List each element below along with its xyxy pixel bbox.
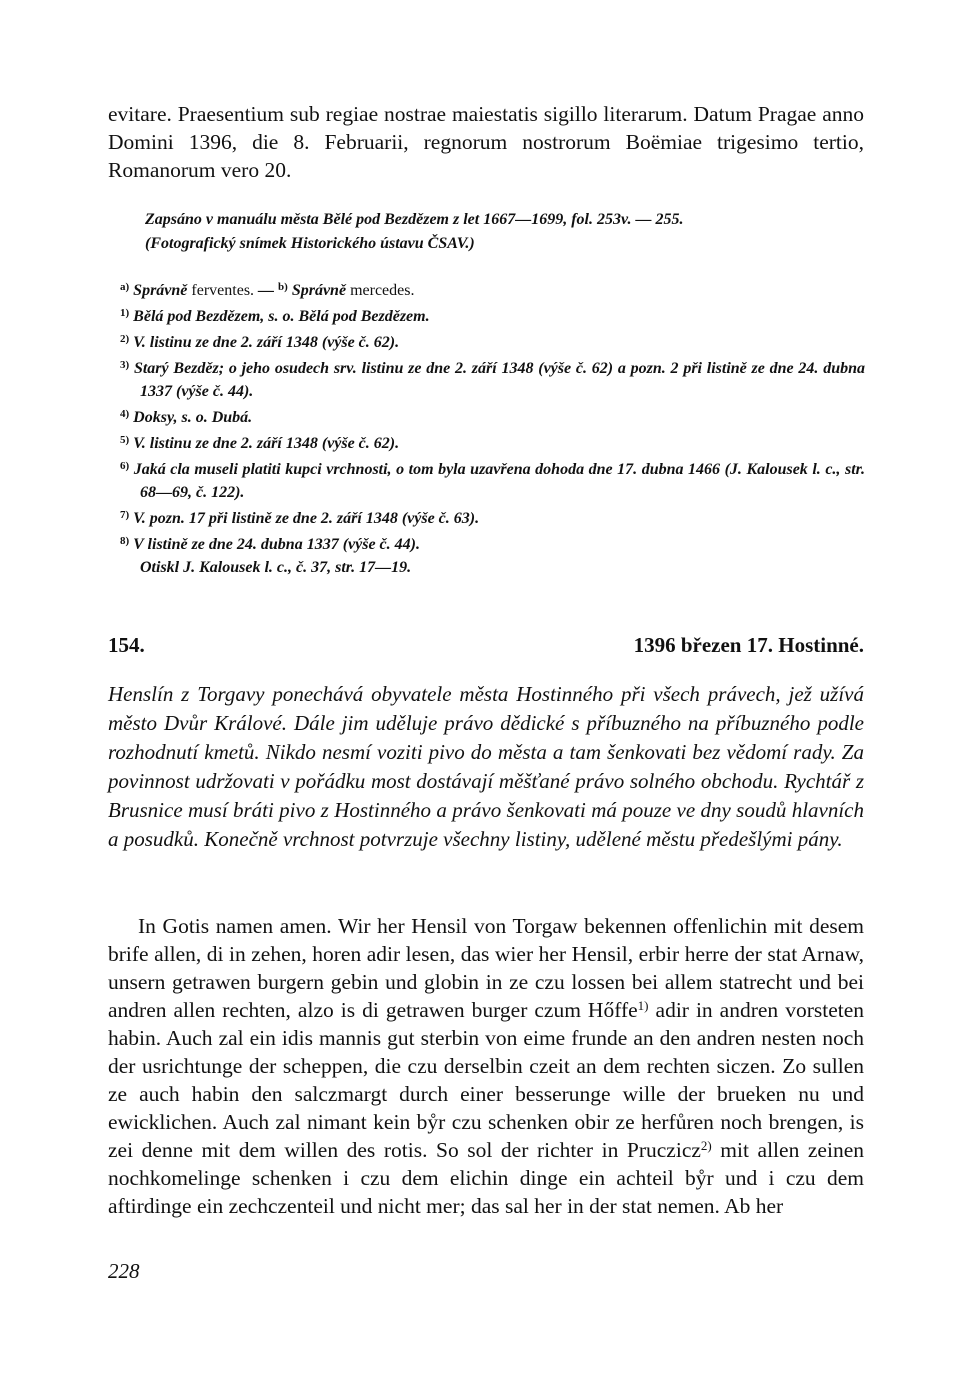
source-note-line-1: Zapsáno v manuálu města Bělé pod Bezdězem z let 1667—1699, fol. 253v. — 255. xyxy=(145,211,684,228)
regest-summary: Henslín z Torgavy ponechává obyvatele města Hostinného při všech právech, jež užívá město Dvůr Králové. Dále jim uděluje právo dědické s příbuzného na příbuzného podle rozhodnutí kmetů. Nikdo nesmí voziti pivo do města a tam šenkovati bez vědomí rady. Za povinnost udržovati v pořádku most dostávají měšťané právo solného obchodu. Rychtář z Brusnice musí bráti pivo z Hostinného a právo šenkovati má pouze ve dny soudů hlavních a posudků. Konečně vrchnost potvrzuje všechny listiny, udělené městu předešlými pány. xyxy=(108,682,864,851)
document-number: 154. xyxy=(108,633,145,657)
document-date-place: 1396 březen 17. Hostinné. xyxy=(633,633,864,657)
footnote-ref-2: 2) xyxy=(700,1138,712,1153)
top-paragraph: evitare. Praesentium sub regiae nostrae maiestatis sigillo literarum. Datum Pragae anno Domini 1396, die 8. Februarii, regnorum nostrorum Boëmiae trigesimo tertio, Romanorum vero 20. xyxy=(108,102,864,182)
footnote-6: $^{6)}$ Jaká cla museli platiti kupci vrchnosti, o tom byla uzavřena dohoda dne 17. dubna 1466 (J. Kalousek l. c., str. 68—69, č. 122). xyxy=(120,460,865,501)
source-note-line-2: (Fotografický snímek Historického ústavu ČSAV.) xyxy=(145,235,475,252)
footnotes-list xyxy=(120,276,865,556)
footnote-2: $^{2)}$ V. listinu ze dne 2. září 1348 (výše č. 62). xyxy=(120,333,400,351)
main-text: In Gotis namen amen. Wir her Hensil von Torgaw bekennen offenlichin mit desem brife allen, di in zehen, horen adir lesen, das wier her Hensil, erbir herre der stat Arnaw, unsern getrawen burgern gebin und globin in ze czu lossen bei allem statrecht und bei andren allen rechten, alzo is di getrawen burger czum Hőffe$^{1)}$ adir in andren vorsteten habin. Auch zal ein idis mannis gut sterbin von eime frunde an den andren nesten noch der usrichtunge der scheppen, die czu derselbin czeit an dem rechten siczen. Zo sullen ze auch habin den salczmargt durch einer besserunge wille der brueken nu und ewicklichen. Auch zal nimant kein bẙr czu schenken obir ze herfůren noch brengen, is zei denne mit dem willen des rotis. So sol der richter in Pruczicz$^{2)}$ mit allen zeinen nochkomelinge schenken i czu dem elichin dinge ein achteil bẙr und i czu dem aftirdinge ein zechczenteil und nicht mer; das sal her in der stat nemen. Ab her xyxy=(108,914,864,1218)
source-note xyxy=(145,208,865,256)
footnote-5: $^{5)}$ V. listinu ze dne 2. září 1348 (výše č. 62). xyxy=(120,434,400,452)
footnote-ref-1: 1) xyxy=(637,998,649,1013)
page-number: 228 xyxy=(108,1259,140,1283)
footnote-8: $^{8)}$ V listině ze dne 24. dubna 1337 (výše č. 44). xyxy=(120,535,420,553)
reprint-note: Otiskl J. Kalousek l. c., č. 37, str. 17—19. xyxy=(140,559,412,576)
footnote-a-b: $^{a)}$ Správně ferventes. — $^{b)}$ Správně mercedes. xyxy=(120,281,415,299)
footnote-1: $^{1)}$ Bělá pod Bezdězem, s. o. Bělá pod Bezdězem. xyxy=(120,307,430,325)
footnote-7: $^{7)}$ V. pozn. 17 při listině ze dne 2. září 1348 (výše č. 63). xyxy=(120,509,480,527)
footnote-4: $^{4)}$ Doksy, s. o. Dubá. xyxy=(120,408,253,426)
footnote-3: $^{3)}$ Starý Bezděz; o jeho osudech srv. listinu ze dne 2. září 1348 (výše č. 62) a pozn. 2 při listině ze dne 24. dubna 1337 (výše č. 44). xyxy=(120,359,865,400)
